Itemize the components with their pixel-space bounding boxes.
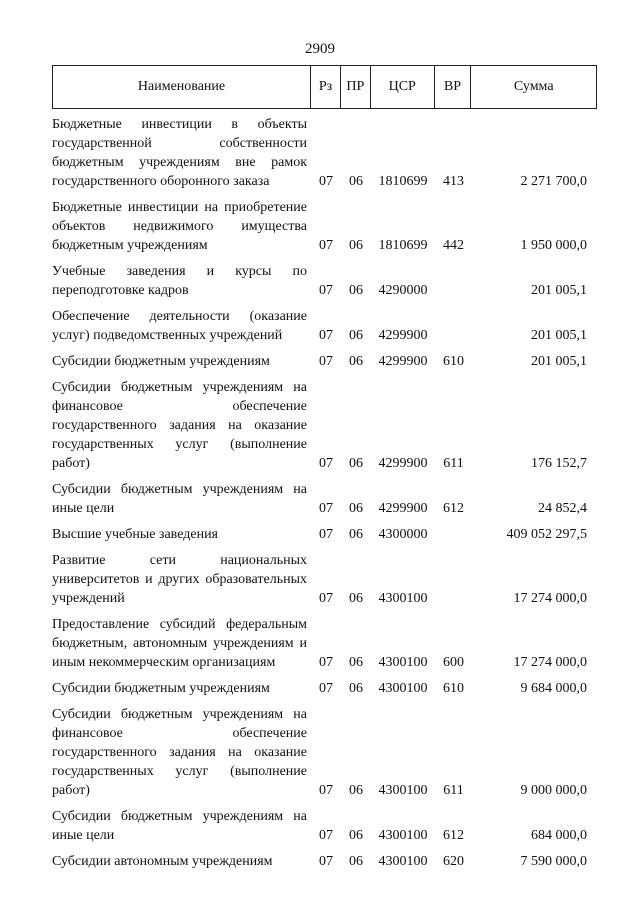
row-pr: 06 — [349, 783, 363, 798]
row-sum: 176 152,7 — [531, 456, 587, 471]
table-row — [52, 480, 597, 518]
row-sum: 17 274 000,0 — [513, 655, 587, 670]
row-name: Субсидии бюджетным учреждениям — [52, 681, 270, 696]
page-number: 2909 — [305, 41, 335, 57]
row-rz: 07 — [319, 238, 333, 253]
row-pr: 06 — [349, 828, 363, 843]
table-body — [52, 115, 597, 871]
row-vr: 442 — [443, 238, 464, 253]
row-csr: 4300100 — [378, 854, 428, 869]
row-rz: 07 — [319, 527, 333, 542]
row-vr: 612 — [443, 501, 464, 516]
row-sum: 24 852,4 — [538, 501, 587, 516]
row-sum: 201 005,1 — [531, 354, 587, 369]
row-csr: 4300100 — [378, 828, 428, 843]
row-rz: 07 — [319, 456, 333, 471]
row-pr: 06 — [349, 328, 363, 343]
budget-table — [52, 65, 597, 878]
row-pr: 06 — [349, 527, 363, 542]
row-name: Субсидии бюджетным учреждениям на иные цели — [52, 809, 307, 843]
row-vr: 620 — [443, 854, 464, 869]
row-name: Субсидии автономным учреждениям — [52, 854, 273, 869]
row-pr: 06 — [349, 238, 363, 253]
table-row — [52, 807, 597, 845]
table-row — [52, 525, 597, 544]
row-csr: 4290000 — [378, 283, 428, 298]
row-pr: 06 — [349, 501, 363, 516]
row-sum: 9 684 000,0 — [520, 681, 587, 696]
row-pr: 06 — [349, 456, 363, 471]
row-rz: 07 — [319, 328, 333, 343]
table-row — [52, 551, 597, 608]
row-name: Высшие учебные заведения — [52, 527, 218, 542]
row-name: Бюджетные инвестиции в объекты государственной собственности бюджетным учреждениям вне рамок государственного оборонного заказа — [52, 117, 307, 189]
row-rz: 07 — [319, 501, 333, 516]
row-csr: 4299900 — [378, 354, 428, 369]
row-name: Субсидии бюджетным учреждениям — [52, 354, 270, 369]
table-row — [52, 615, 597, 672]
row-pr: 06 — [349, 681, 363, 696]
row-csr: 4300100 — [378, 591, 428, 606]
row-name: Субсидии бюджетным учреждениям на иные цели — [52, 482, 307, 516]
row-vr: 610 — [443, 681, 464, 696]
row-rz: 07 — [319, 354, 333, 369]
row-name: Субсидии бюджетным учреждениям на финансовое обеспечение государственного задания на оказание государственных услуг (выполнение работ) — [52, 707, 307, 798]
row-rz: 07 — [319, 681, 333, 696]
table-row — [52, 307, 597, 345]
row-vr: 611 — [443, 783, 464, 798]
row-pr: 06 — [349, 354, 363, 369]
row-csr: 4299900 — [378, 501, 428, 516]
row-sum: 684 000,0 — [531, 828, 587, 843]
table-row — [52, 262, 597, 300]
row-vr: 610 — [443, 354, 464, 369]
row-pr: 06 — [349, 283, 363, 298]
table-row — [52, 705, 597, 800]
row-vr: 611 — [443, 456, 464, 471]
row-rz: 07 — [319, 283, 333, 298]
header-csr: ЦСР — [371, 66, 435, 108]
row-csr: 4299900 — [378, 456, 428, 471]
row-sum: 7 590 000,0 — [520, 854, 587, 869]
row-csr: 4300000 — [378, 527, 428, 542]
row-name: Бюджетные инвестиции на приобретение объектов недвижимого имущества бюджетным учреждениям — [52, 200, 307, 253]
header-pr: ПР — [341, 66, 371, 108]
row-name: Обеспечение деятельности (оказание услуг) подведомственных учреждений — [52, 309, 307, 343]
row-rz: 07 — [319, 854, 333, 869]
row-csr: 1810699 — [378, 238, 428, 253]
row-vr: 413 — [443, 174, 464, 189]
row-sum: 17 274 000,0 — [513, 591, 587, 606]
table-header — [52, 65, 597, 109]
row-sum: 201 005,1 — [531, 328, 587, 343]
row-rz: 07 — [319, 783, 333, 798]
row-pr: 06 — [349, 591, 363, 606]
row-rz: 07 — [319, 828, 333, 843]
table-row — [52, 852, 597, 871]
row-sum: 409 052 297,5 — [506, 527, 587, 542]
row-pr: 06 — [349, 854, 363, 869]
header-rz: Рз — [311, 66, 341, 108]
row-csr: 1810699 — [378, 174, 428, 189]
row-name: Предоставление субсидий федеральным бюджетным, автономным учреждениям и иным некоммерческим организациям — [52, 617, 307, 670]
table-row — [52, 352, 597, 371]
row-vr: 612 — [443, 828, 464, 843]
table-row — [52, 115, 597, 191]
row-pr: 06 — [349, 174, 363, 189]
header-name: Наименование — [53, 66, 311, 108]
row-csr: 4300100 — [378, 783, 428, 798]
row-csr: 4300100 — [378, 681, 428, 696]
row-rz: 07 — [319, 591, 333, 606]
table-row — [52, 378, 597, 473]
row-csr: 4300100 — [378, 655, 428, 670]
row-sum: 2 271 700,0 — [520, 174, 587, 189]
row-sum: 1 950 000,0 — [520, 238, 587, 253]
header-vr: ВР — [435, 66, 472, 108]
row-rz: 07 — [319, 655, 333, 670]
row-pr: 06 — [349, 655, 363, 670]
header-sum: Сумма — [513, 79, 554, 94]
row-name: Учебные заведения и курсы по переподготовке кадров — [52, 264, 307, 298]
table-row — [52, 679, 597, 698]
row-rz: 07 — [319, 174, 333, 189]
row-sum: 201 005,1 — [531, 283, 587, 298]
row-name: Развитие сети национальных университетов и других образовательных учреждений — [52, 553, 307, 606]
row-name: Субсидии бюджетным учреждениям на финансовое обеспечение государственного задания на оказание государственных услуг (выполнение работ) — [52, 380, 307, 471]
row-sum: 9 000 000,0 — [520, 783, 587, 798]
table-row — [52, 198, 597, 255]
row-csr: 4299900 — [378, 328, 428, 343]
row-vr: 600 — [443, 655, 464, 670]
